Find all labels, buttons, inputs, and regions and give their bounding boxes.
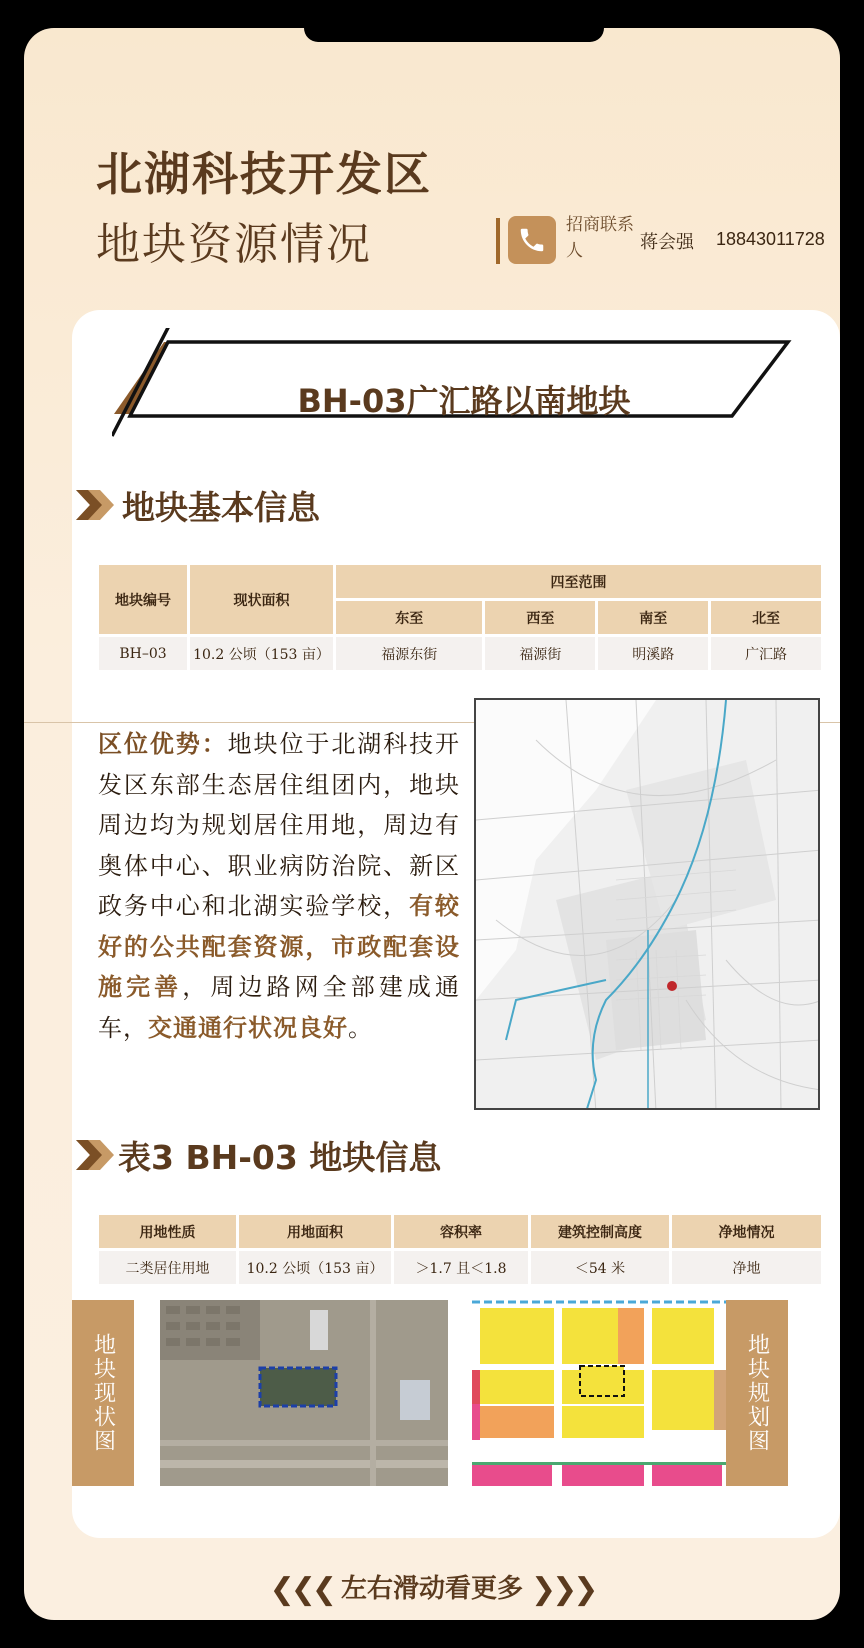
- phone-icon[interactable]: [508, 216, 556, 264]
- location-map: [474, 698, 820, 1110]
- header-south: 南至: [598, 601, 708, 634]
- location-description: [98, 724, 460, 1048]
- table-row: [99, 1251, 821, 1284]
- section-arrow-icon: [76, 488, 116, 522]
- satellite-drawing: [160, 1300, 448, 1486]
- cell-east: 福源东街: [336, 637, 482, 670]
- chevron-left-icon: ❮❮❮: [269, 1572, 333, 1607]
- zoning-drawing: [472, 1300, 760, 1486]
- status-satellite-image: [160, 1300, 448, 1486]
- plan-zoning-image: [472, 1300, 760, 1486]
- plan-map-tab: 地块规划图: [726, 1300, 788, 1486]
- cell-south: 明溪路: [598, 637, 708, 670]
- table-row: [99, 637, 821, 670]
- section-arrow-icon: [76, 1138, 116, 1172]
- contact-phone[interactable]: 18843011728: [716, 229, 825, 249]
- contact-divider: [496, 218, 500, 264]
- status-map-tab: 地块现状图: [72, 1300, 134, 1486]
- header-north: 北至: [711, 601, 821, 634]
- header-bounds: 四至范围: [336, 565, 821, 598]
- header-west: 西至: [485, 601, 595, 634]
- plot-banner-title: BH-03广汇路以南地块: [297, 382, 631, 420]
- page-title: 北湖科技开发区: [96, 147, 432, 201]
- plot-info-table: [96, 1212, 824, 1287]
- header-area: 现状面积: [190, 565, 333, 634]
- chevron-right-icon: ❯❯❯: [531, 1572, 595, 1607]
- header-far: 容积率: [394, 1215, 528, 1248]
- swipe-hint-text: 左右滑动看更多: [340, 1574, 523, 1604]
- header-east: 东至: [336, 601, 482, 634]
- header-plot-id: 地块编号: [99, 565, 187, 634]
- cell-height: ＜54 米: [531, 1251, 669, 1284]
- page-subtitle: 地块资源情况: [96, 219, 372, 270]
- location-text-a: 地块位于北湖科技开发区东部生态居住组团内，地块周边均为规划居住用地，周边有奥体中心、职业病防治院、新区政务中心和北湖实验学校，: [98, 730, 461, 920]
- location-text-c: 。: [348, 1013, 373, 1042]
- phone-glyph: [517, 225, 547, 255]
- contact-name: 蒋会强: [640, 232, 694, 253]
- cell-area: 10.2 公顷（153 亩）: [190, 637, 333, 670]
- section-title-basic: 地块基本信息: [122, 488, 320, 527]
- device-notch: [304, 28, 604, 42]
- header-land-area: 用地面积: [239, 1215, 391, 1248]
- cell-land-use: 二类居住用地: [99, 1251, 236, 1284]
- basic-info-table: [96, 562, 824, 673]
- page-card: [24, 28, 840, 1620]
- location-highlight-a: 有较好的公共配套资源，市政配套设施完善: [98, 892, 461, 1001]
- cell-west: 福源街: [485, 637, 595, 670]
- location-text-b: ，周边路网全部建成通车，: [98, 973, 460, 1042]
- header-land-use: 用地性质: [99, 1215, 236, 1248]
- location-label: 区位优势：: [98, 730, 228, 758]
- location-map-drawing: [476, 700, 820, 1110]
- cell-plot-id: BH–03: [99, 637, 187, 670]
- cell-far: ＞1.7 且＜1.8: [394, 1251, 528, 1284]
- header-height: 建筑控制高度: [531, 1215, 669, 1248]
- contact-role: 招商联系人: [566, 215, 634, 261]
- cell-clearance: 净地: [672, 1251, 821, 1284]
- section-title-plot-info: 表3 BH-03 地块信息: [118, 1138, 442, 1177]
- cell-north: 广汇路: [711, 637, 821, 670]
- swipe-hint[interactable]: [24, 1568, 840, 1607]
- header-clearance: 净地情况: [672, 1215, 821, 1248]
- cell-land-area: 10.2 公顷（153 亩）: [239, 1251, 391, 1284]
- location-highlight-b: 交通通行状况良好: [148, 1013, 348, 1042]
